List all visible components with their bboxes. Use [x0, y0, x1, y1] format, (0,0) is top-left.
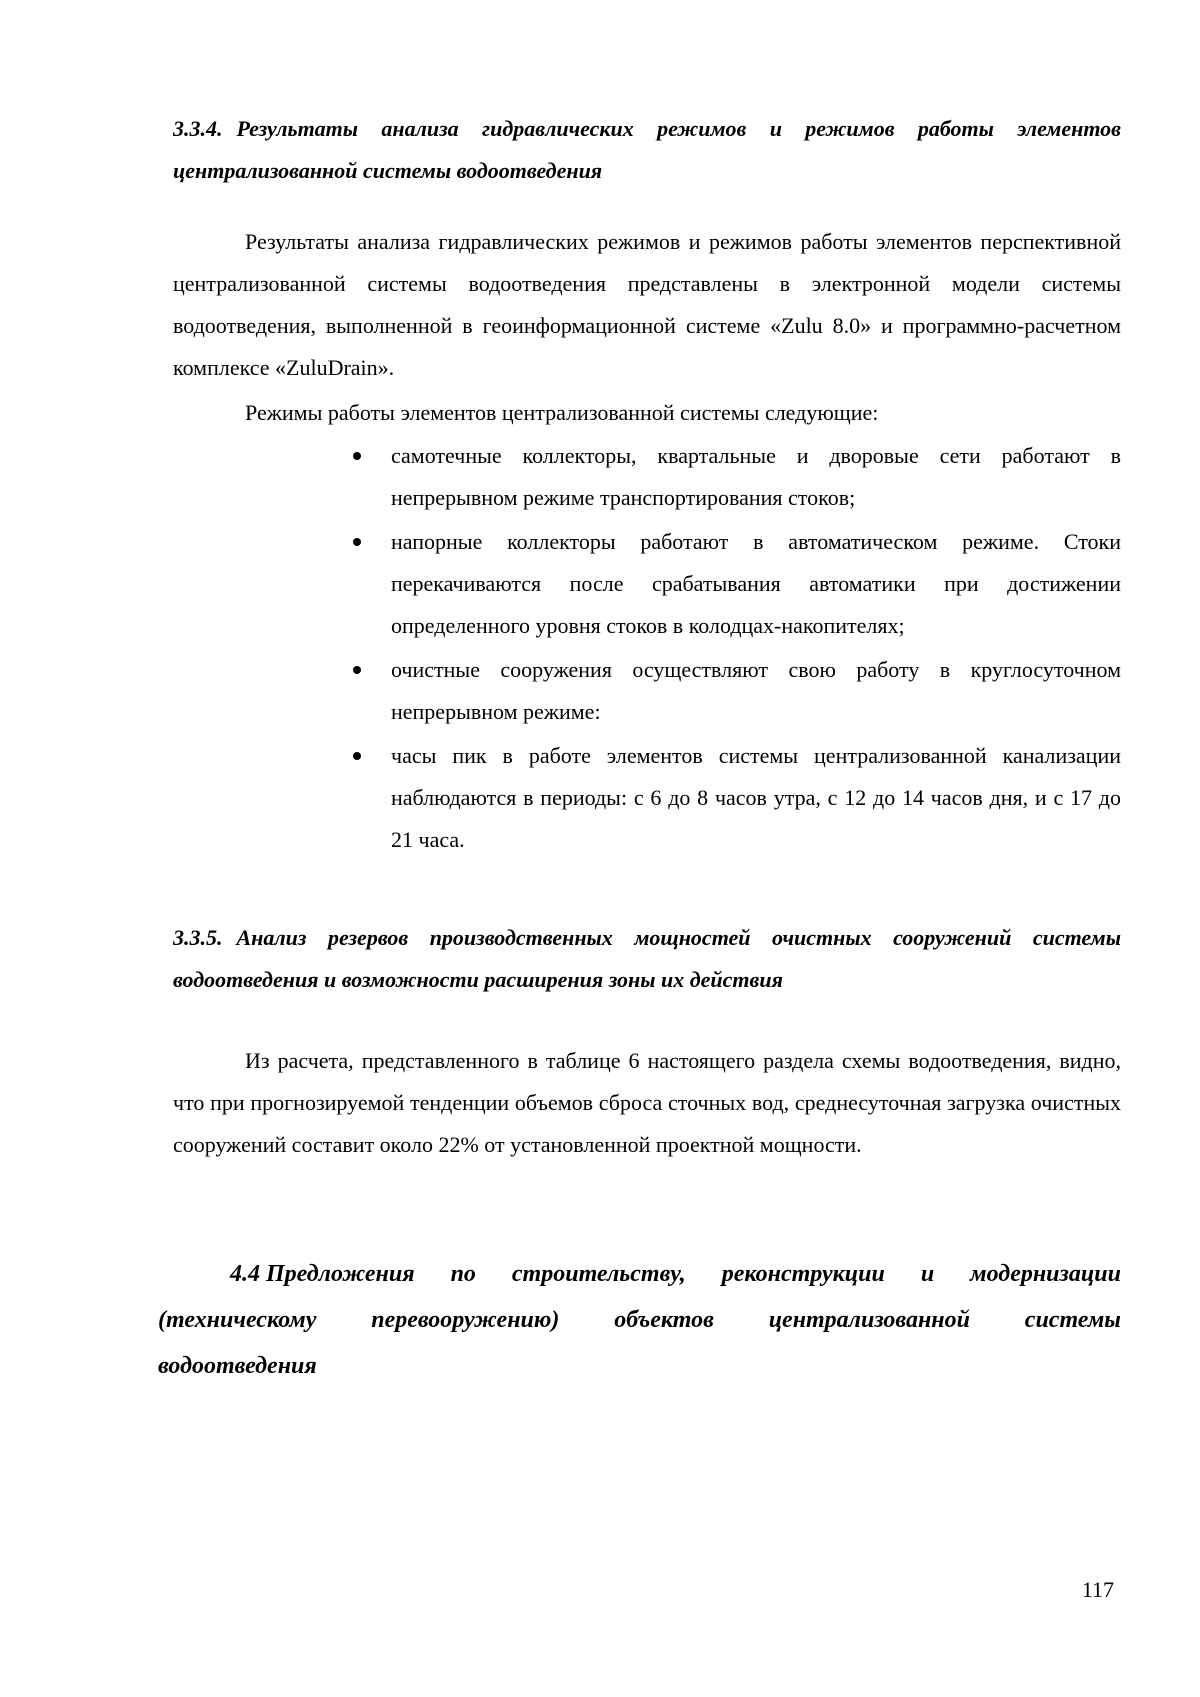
- list-item-text: очистные сооружения осуществляют свою работу в круглосуточном непрерывном режиме:: [391, 657, 1121, 724]
- heading-word: по: [450, 1261, 476, 1287]
- heading-word: централизованной: [768, 1307, 970, 1333]
- heading-word: системы: [1024, 1307, 1121, 1333]
- page-number: 117: [1081, 1577, 1114, 1602]
- section-334-number: 3.3.4.: [173, 116, 223, 141]
- section-334-heading: [173, 108, 1121, 192]
- list-item: [391, 649, 1121, 733]
- section-44-line-1: [158, 1251, 1121, 1297]
- list-item: [391, 521, 1121, 647]
- list-item-text: самотечные коллекторы, квартальные и дворовые сети работают в непрерывном режиме транспортирования стоков;: [391, 443, 1121, 510]
- section-44-heading: [158, 1251, 1121, 1389]
- section-335-number: 3.3.5.: [173, 925, 223, 950]
- section-334-title: Результаты анализа гидравлических режимов и режимов работы элементов централизованной системы водоотведения: [173, 116, 1121, 183]
- bullet-icon: [353, 752, 361, 760]
- heading-word: (техническому: [158, 1307, 317, 1333]
- list-item: [391, 735, 1121, 861]
- heading-word: реконструкции: [721, 1261, 885, 1287]
- paragraph-334-1: Результаты анализа гидравлических режимов и режимов работы элементов перспективной централизованной системы водоотведения представлены в электронной модели системы водоотведения, выполненной в геоинформационной системе «Zulu 8.0» и программно-расчетном комплексе «ZuluDrain».: [173, 229, 1121, 380]
- list-item-text: часы пик в работе элементов системы централизованной канализации наблюдаются в периоды: с 6 до 8 часов утра, с 12 до 14 часов дня, и с 17 до 21 часа.: [391, 743, 1121, 852]
- heading-word: перевооружению): [371, 1307, 560, 1333]
- heading-word: и: [920, 1261, 935, 1287]
- section-335-title: Анализ резервов производственных мощностей очистных сооружений системы водоотведения и возможности расширения зоны их действия: [173, 925, 1121, 992]
- bullet-icon: [353, 666, 361, 674]
- paragraph-335-1: Из расчета, представленного в таблице 6 настоящего раздела схемы водоотведения, видно, что при прогнозируемой тенденции объемов сброса сточных вод, среднесуточная загрузка очистных сооружений составит около 22% от установленной проектной мощности.: [173, 1048, 1121, 1157]
- bullet-icon: [353, 538, 361, 546]
- section-335-heading: [173, 917, 1121, 1001]
- list-item: [391, 435, 1121, 519]
- heading-word: модернизации: [970, 1261, 1121, 1287]
- heading-word: объектов: [614, 1307, 714, 1333]
- bullet-icon: [353, 452, 361, 460]
- heading-word: строительству,: [511, 1261, 686, 1287]
- heading-word: 4.4 Предложения: [230, 1261, 415, 1287]
- section-44-line-3: водоотведения: [158, 1353, 317, 1379]
- section-44-line-2: [158, 1297, 1121, 1343]
- paragraph-334-2: Режимы работы элементов централизованной системы следующие:: [245, 400, 879, 425]
- list-item-text: напорные коллекторы работают в автоматическом режиме. Стоки перекачиваются после срабатывания автоматики при достижении определенного уровня стоков в колодцах-накопителях;: [391, 529, 1121, 638]
- regime-bullet-list: [391, 435, 1121, 861]
